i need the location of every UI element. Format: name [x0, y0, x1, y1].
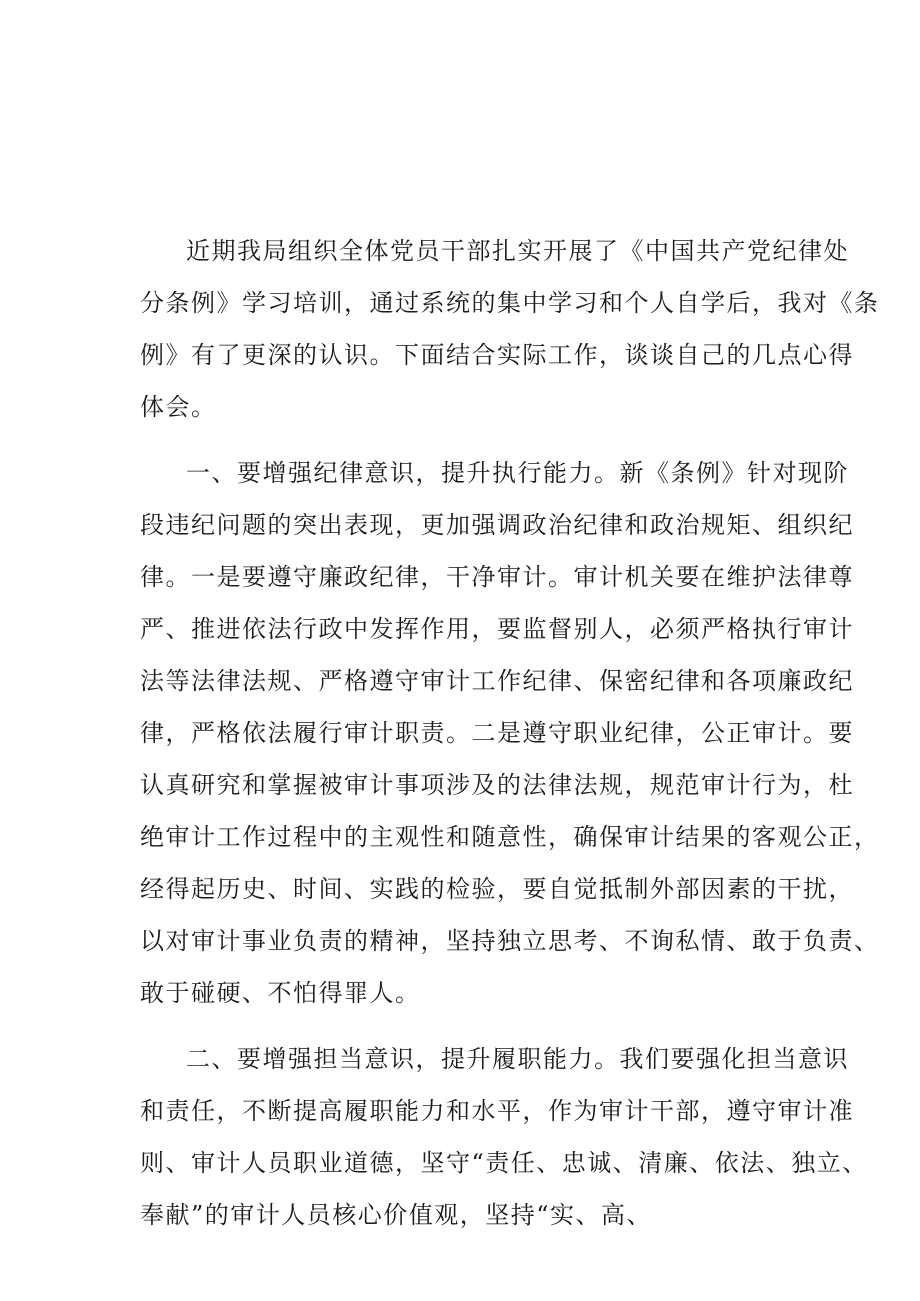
text-line: 和责任，不断提高履职能力和水平，作为审计干部，遵守审计准 [140, 1097, 854, 1125]
text-line: 敢于碰硬、不怕得罪人。 [140, 979, 421, 1007]
text-line: 律。一是要遵守廉政纪律，干净审计。审计机关要在维护法律尊 [140, 563, 854, 591]
text-line: 二、要增强担当意识，提升履职能力。我们要强化担当意识 [186, 1045, 849, 1073]
text-line: 分条例》学习培训，通过系统的集中学习和个人自学后，我对《条 [140, 289, 880, 317]
text-line: 法等法律法规、严格遵守审计工作纪律、保密纪律和各项廉政纪 [140, 667, 854, 695]
text-line: 一、要增强纪律意识，提升执行能力。新《条例》针对现阶 [186, 459, 849, 487]
text-line: 段违纪问题的突出表现，更加强调政治纪律和政治规矩、组织纪 [140, 511, 854, 539]
text-line: 则、审计人员职业道德，坚守“责任、忠诚、清廉、依法、独立、 [140, 1149, 868, 1177]
text-line: 以对审计事业负责的精神，坚持独立思考、不询私情、敢于负责、 [140, 927, 880, 955]
text-line: 例》有了更深的认识。下面结合实际工作，谈谈自己的几点心得 [140, 341, 854, 369]
text-line: 认真研究和掌握被审计事项涉及的法律法规，规范审计行为，杜 [140, 771, 854, 799]
text-line: 律，严格依法履行审计职责。二是遵守职业纪律，公正审计。要 [140, 719, 854, 747]
text-line: 体会。 [140, 393, 217, 421]
text-line: 经得起历史、时间、实践的检验，要自觉抵制外部因素的干扰， [140, 875, 854, 903]
text-line: 绝审计工作过程中的主观性和随意性，确保审计结果的客观公正， [140, 823, 880, 851]
text-line: 奉献”的审计人员核心价值观，坚持“实、高、 [140, 1201, 653, 1229]
text-line: 近期我局组织全体党员干部扎实开展了《中国共产党纪律处 [186, 237, 849, 265]
text-line: 严、推进依法行政中发挥作用，要监督别人，必须严格执行审计 [140, 615, 854, 643]
